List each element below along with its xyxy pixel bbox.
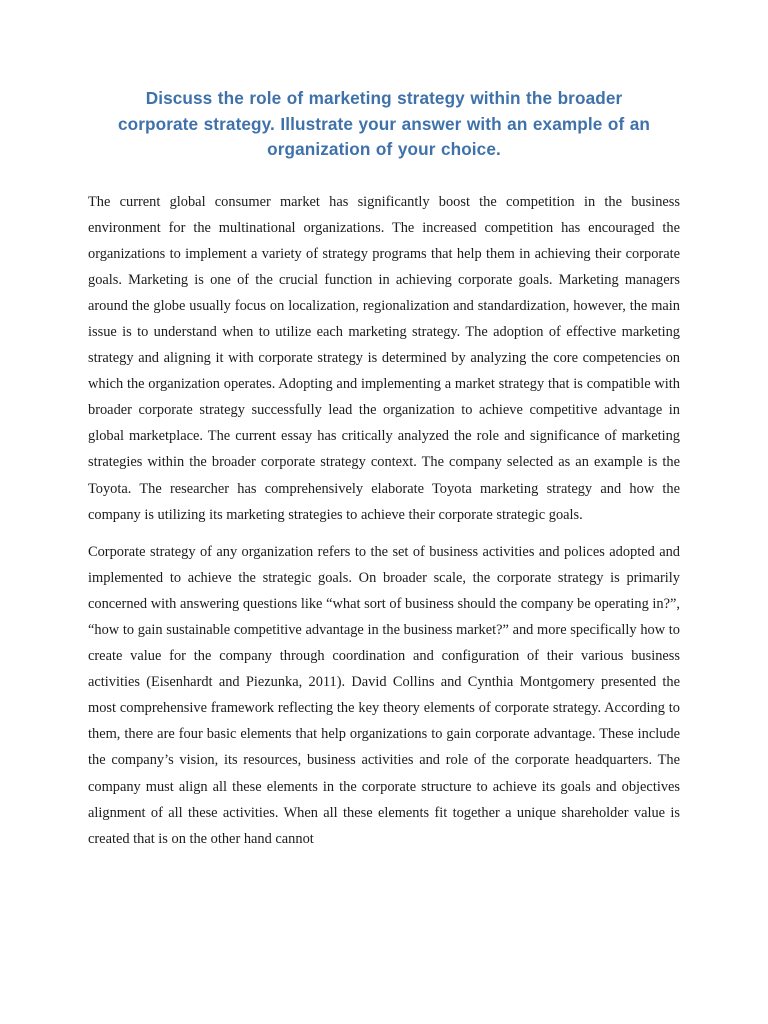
body-paragraph-2: Corporate strategy of any organization refers to the set of business activities and polices adopted and implemented to achieve the strategic goals. On broader scale, the corporate strategy is primarily concerned with answering questions like “what sort of business should the company be operating in?”, “how to gain sustainable competitive advantage in the business market?” and more specifically how to create value for the company through coordination and configuration of their various business activities (Eisenhardt and Piezunka, 2011). David Collins and Cynthia Montgomery presented the most comprehensive framework reflecting the key theory elements of corporate strategy. According to them, there are four basic elements that help organizations to gain corporate advantage. These include the company’s vision, its resources, business activities and role of the corporate headquarters. The company must align all these elements in the corporate structure to achieve its goals and objectives alignment of all these activities. When all these elements fit together a unique shareholder value is created that is on the other hand cannot: [88, 543, 680, 847]
page-title: [88, 0, 680, 163]
document-content-column: [88, 0, 680, 852]
page-title-line-2: corporate strategy. Illustrate your answer with an example of an: [117, 113, 651, 134]
page-title-line-1: Discuss the role of marketing strategy within the broader: [145, 88, 623, 108]
document-body: [88, 163, 680, 852]
page-bottom-margin: [0, 905, 768, 1024]
page-title-line-3: organization of your choice.: [267, 139, 501, 159]
body-paragraph-1: The current global consumer market has significantly boost the competition in the business environment for the multinational organizations. The increased competition has encouraged the organizations to implement a variety of strategy programs that help them in achieving their corporate goals. Marketing is one of the crucial function in achieving corporate goals. Marketing managers around the globe usually focus on localization, regionalization and standardization, however, the main issue is to understand when to utilize each marketing strategy. The adoption of effective marketing strategy and aligning it with corporate strategy is determined by analyzing the core competencies on which the organization operates. Adopting and implementing a market strategy that is compatible with broader corporate strategy successfully lead the organization to achieve competitive advantage in global marketplace. The current essay has critically analyzed the role and significance of marketing strategies within the broader corporate strategy context. The company selected as an example is the Toyota. The researcher has comprehensively elaborate Toyota marketing strategy and how the company is utilizing its marketing strategies to achieve their corporate strategic goals.: [88, 193, 680, 523]
